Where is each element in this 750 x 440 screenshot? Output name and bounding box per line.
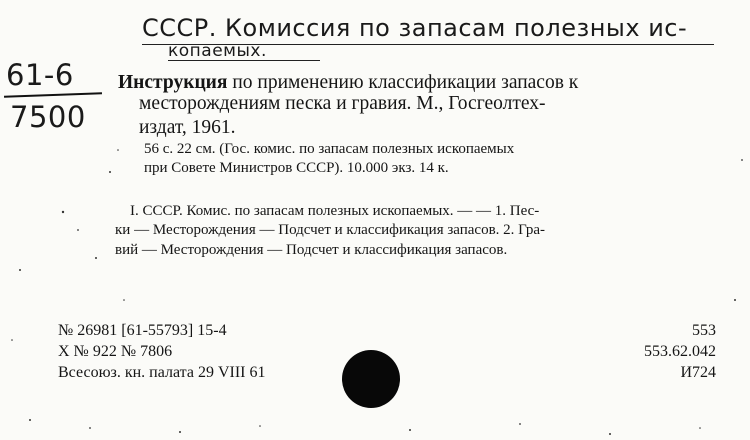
call-number-class: 61-6: [6, 58, 74, 92]
udc-class: 553: [692, 322, 716, 339]
entry-title-bold: Инструкция: [118, 72, 228, 93]
entry-line-3: издат, 1961.: [139, 117, 236, 138]
issuing-chamber: Всесоюз. кн. палата 29 VIII 61: [58, 364, 266, 381]
tracings-line-2: ки — Месторождения — Подсчет и классификация запасов. 2. Гра-: [115, 222, 546, 238]
entry-title-rest: по применению классификации запасов к: [227, 72, 579, 93]
entry-line-2: месторождениям песка и гравия. М., Госгеолтех-: [139, 93, 546, 114]
imprint-line-2: при Совете Министров СССР). 10.000 экз. 14 к.: [144, 160, 449, 176]
registry-secondary: X № 922 № 7806: [58, 343, 173, 360]
handwritten-heading-line2: копаемых.: [168, 41, 267, 61]
author-mark: И724: [680, 364, 716, 381]
handwritten-heading-line1: СССР. Комиссия по запасам полезных ис-: [142, 14, 688, 42]
punch-hole: [342, 350, 400, 408]
call-number-divider: [4, 92, 102, 97]
registry-number: № 26981 [61-55793] 15-4: [58, 322, 227, 339]
tracings-line-1: I. СССР. Комис. по запасам полезных ископаемых. — — 1. Пес-: [130, 203, 540, 219]
call-number-item: 7500: [10, 100, 86, 134]
imprint-line-1: 56 с. 22 см. (Гос. комис. по запасам полезных ископаемых: [144, 141, 515, 157]
entry-title-line: [118, 72, 578, 94]
udc-full: 553.62.042: [644, 343, 716, 360]
heading-underline-2: [168, 60, 320, 61]
tracings-line-3: вий — Месторождения — Подсчет и классификация запасов.: [115, 242, 508, 258]
